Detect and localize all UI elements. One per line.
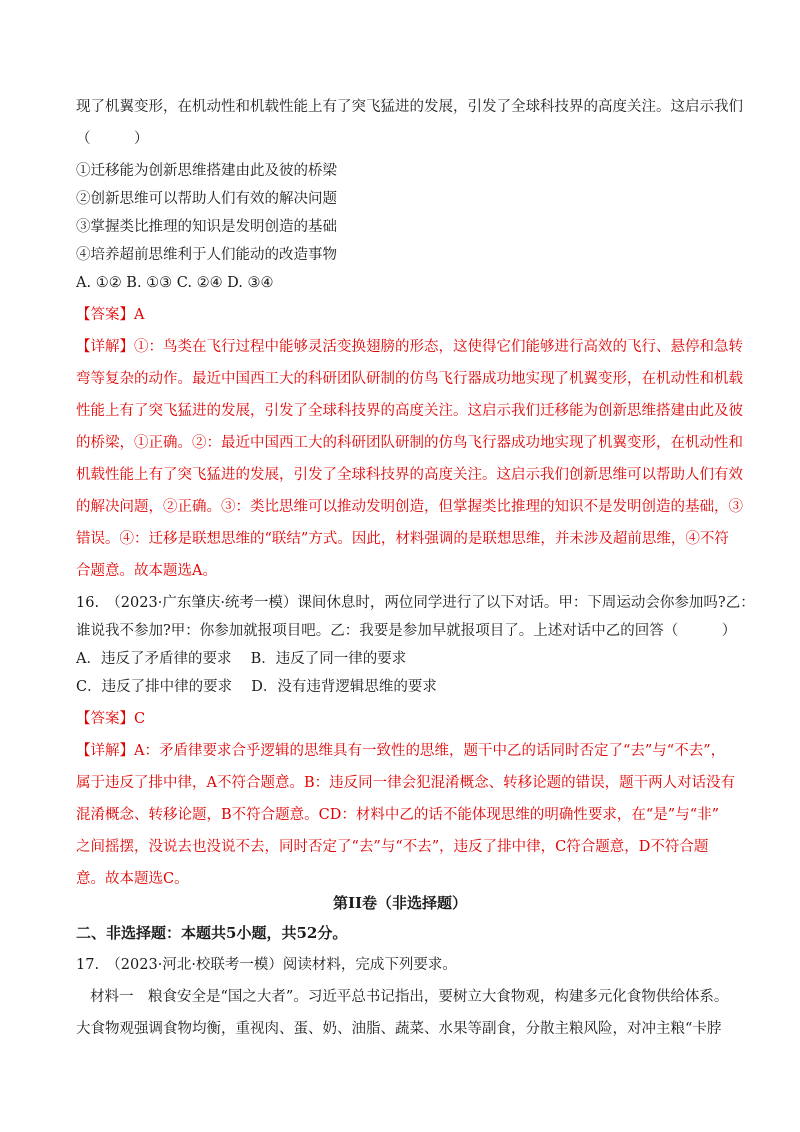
- q15-detail-line: 合题意。故本题选A。: [76, 563, 217, 579]
- part2-heading: 二、非选择题：本题共5小题，共52分。: [76, 924, 348, 942]
- q15-stem-continuation: 现了机翼变形，在机动性和机载性能上有了突飞猛进的发展，引发了全球科技界的高度关注。这启示我们: [76, 99, 743, 115]
- q16-detail-line: 混淆概念、转移论题，B不符合题意。CD：材料中乙的话不能体现思维的明确性要求，在“是”与“非”: [76, 807, 720, 823]
- q16-detail-line: 意。故本题选C。: [76, 871, 189, 887]
- q16-options-row-2: C．违反了排中律的要求 D．没有违背逻辑思维的要求: [76, 679, 437, 695]
- q15-option-4: ④培养超前思维利于人们能动的改造事物: [76, 247, 337, 263]
- q15-option-2: ②创新思维可以帮助人们有效的解决问题: [76, 191, 337, 207]
- q15-detail-line: 弯等复杂的动作。最近中国西工大的科研团队研制的仿鸟飞行器成功地实现了机翼变形，在机动性和机载: [76, 371, 743, 387]
- q15-option-1: ①迁移能为创新思维搭建由此及彼的桥梁: [76, 163, 337, 179]
- q16-detail-line: 之间摇摆，没说去也没说不去，同时否定了“去”与“不去”，违反了排中律，C符合题意，D不符合题: [76, 839, 709, 855]
- q15-detail-line: 机载性能上有了突飞猛进的发展，引发了全球科技界的高度关注。这启示我们创新思维可以帮助人们有效: [76, 467, 743, 483]
- q17-material-line: 大食物观强调食物均衡，重视肉、蛋、奶、油脂、蔬菜、水果等副食，分散主粮风险，对冲主粮“卡脖: [76, 1021, 722, 1037]
- q15-detail-line: 错误。④：迁移是联想思维的“联结”方式。因此，材料强调的是联想思维，并未涉及超前思维，④不符: [76, 531, 729, 547]
- section-title: 第II卷（非选择题）: [332, 894, 468, 912]
- q15-detail-line: 的桥梁，①正确。②：最近中国西工大的科研团队研制的仿鸟飞行器成功地实现了机翼变形，在机动性和: [76, 435, 743, 451]
- q15-answer-blank: （ ）: [76, 131, 149, 147]
- q15-option-3: ③掌握类比推理的知识是发明创造的基础: [76, 219, 337, 235]
- q15-detail-line: 【详解】①：鸟类在飞行过程中能够灵活变换翅膀的形态，这使得它们能够进行高效的飞行、悬停和急转: [76, 339, 743, 355]
- q16-options-row-1: A．违反了矛盾律的要求 B．违反了同一律的要求: [76, 651, 407, 667]
- q16-detail-line: 属于违反了排中律，A不符合题意。B：违反同一律会犯混淆概念、转移论题的错误，题干两人对话没有: [76, 775, 736, 791]
- q17-material-line: 材料一 粮食安全是“国之大者”。习近平总书记指出，要树立大食物观，构建多元化食物供给体系。: [90, 989, 729, 1005]
- q16-answer: 【答案】C: [76, 711, 146, 727]
- q15-answer: 【答案】A: [76, 307, 145, 323]
- q17-stem: 17. （2023·河北·校联考一模）阅读材料，完成下列要求。: [76, 957, 457, 973]
- q15-detail-line: 的解决问题，②正确。③：类比思维可以推动发明创造，但掌握类比推理的知识不是发明创造的基础，③: [76, 499, 743, 515]
- q15-choices: A. ①② B. ①③ C. ②④ D. ③④: [76, 275, 274, 291]
- q16-detail-line: 【详解】A：矛盾律要求合乎逻辑的思维具有一致性的思维，题干中乙的话同时否定了“去”与“不去”，: [76, 743, 726, 759]
- q15-detail-line: 性能上有了突飞猛进的发展，引发了全球科技界的高度关注。这启示我们迁移能为创新思维搭建由此及彼: [76, 403, 743, 419]
- q16-stem-line: 谁说我不参加?甲：你参加就报项目吧。乙：我要是参加早就报项目了。上述对话中乙的回答（ ）: [76, 623, 737, 639]
- q16-stem-line: 16. （2023·广东肇庆·统考一模）课间休息时，两位同学进行了以下对话。甲：下周运动会你参加吗?乙：: [76, 595, 755, 611]
